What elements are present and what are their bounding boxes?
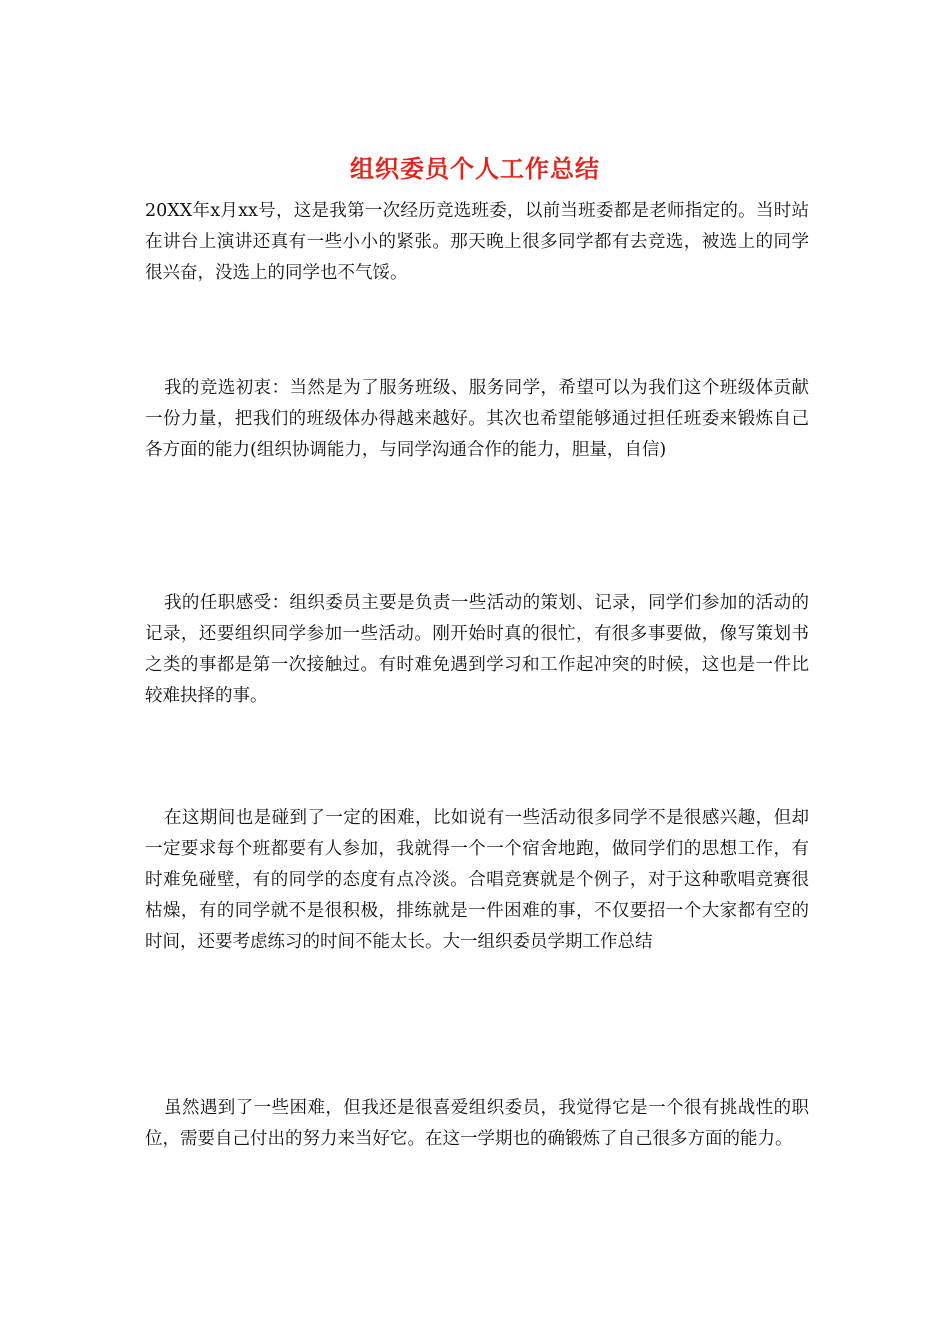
paragraph-campaign-motivation: 我的竞选初衷：当然是为了服务班级、服务同学，希望可以为我们这个班级体贡献一份力量，把我们的班级体办得越来越好。其次也希望能够通过担任班委来锻炼自己各方面的能力(组织协调能力，与同学沟通合作的能力，胆量，自信) — [145, 378, 809, 460]
paragraph-difficulties: 在这期间也是碰到了一定的困难，比如说有一些活动很多同学不是很感兴趣，但却一定要求每个班都要有人参加，我就得一个一个宿舍地跑，做同学们的思想工作，有时难免碰壁，有的同学的态度有点冷淡。合唱竞赛就是个例子，对于这种歌唱竞赛很枯燥，有的同学就不是很积极，排练就是一件困难的事，不仅要招一个大家都有空的时间，还要考虑练习的时间不能太长。大一组织委员学期工作总结 — [145, 808, 809, 952]
paragraph-tenure-feelings: 我的任职感受：组织委员主要是负责一些活动的策划、记录，同学们参加的活动的记录，还要组织同学参加一些活动。刚开始时真的很忙，有很多事要做，像写策划书之类的事都是第一次接触过。有时难免遇到学习和工作起冲突的时候，这也是一件比较难抉择的事。 — [145, 593, 809, 706]
paragraph-conclusion: 虽然遇到了一些困难，但我还是很喜爱组织委员，我觉得它是一个很有挑战性的职位，需要自己付出的努力来当好它。在这一学期也的确锻炼了自己很多方面的能力。 — [145, 1098, 809, 1149]
document-title: 组织委员个人工作总结 — [350, 154, 600, 183]
paragraph-intro: 20XX年x月xx号，这是我第一次经历竞选班委，以前当班委都是老师指定的。当时站在讲台上演讲还真有一些小小的紧张。那天晚上很多同学都有去竞选，被选上的同学很兴奋，没选上的同学也不气馁。 — [145, 201, 809, 283]
